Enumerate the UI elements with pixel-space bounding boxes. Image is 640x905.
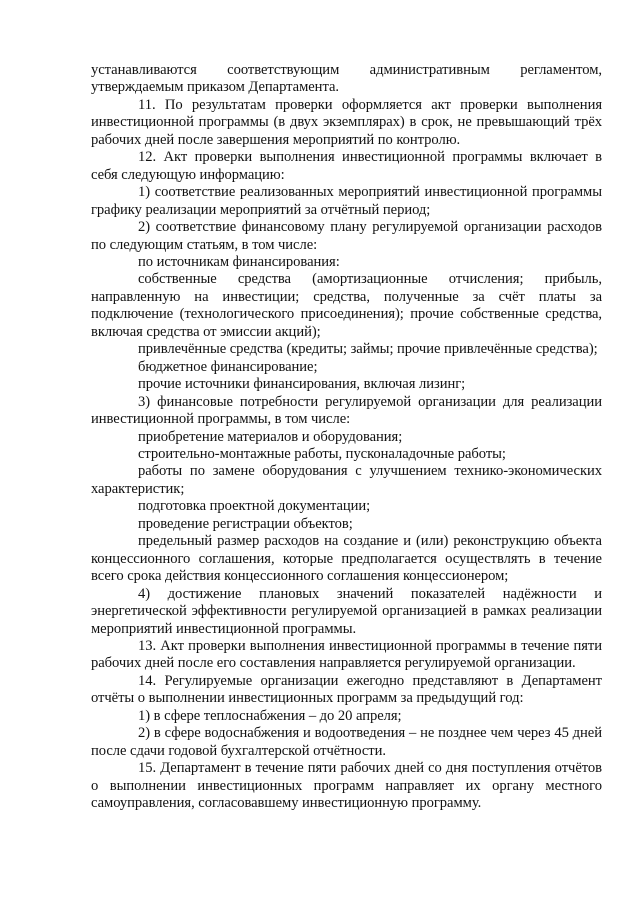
- paragraph-continuation: устанавливаются соответствующим административным регламентом, утверждаемым приказом Департамента.: [91, 62, 602, 96]
- paragraph-12-item-3: 3) финансовые потребности регулируемой организации для реализации инвестиционной программы, в том числе:: [91, 393, 602, 428]
- paragraph-14-item-1: 1) в сфере теплоснабжения – до 20 апреля;: [138, 707, 402, 724]
- paragraph-15: 15. Департамент в течение пяти рабочих дней со дня поступления отчётов о выполнении инвестиционных программ направляет их органу местного самоуправления, согласовавшему инвестиционную программу.: [91, 760, 602, 812]
- equipment-replacement-item: работы по замене оборудования с улучшением технико-экономических характеристик;: [91, 463, 602, 497]
- concession-expenses-item: предельный размер расходов на создание и (или) реконструкцию объекта концессионного соглашения, которые предполагается осуществлять в течение всего срока действия концессионного соглашения концессионером;: [91, 533, 602, 585]
- object-registration-item: проведение регистрации объектов;: [138, 515, 353, 532]
- paragraph-13: 13. Акт проверки выполнения инвестиционной программы в течение пяти рабочих дней после его составления направляется регулируемой организации.: [91, 637, 602, 672]
- paragraph-12-item-2: 2) соответствие финансовому плану регулируемой организации расходов по следующим статьям, в том числе:: [91, 219, 602, 253]
- paragraph-12-item-4: 4) достижение плановых значений показателей надёжности и энергетической эффективности регулируемой организацией в рамках реализации мероприятий инвестиционной программы.: [91, 585, 602, 637]
- own-funds-item: собственные средства (амортизационные отчисления; прибыль, направленную на инвестиции; средства, полученные за счёт платы за подключение (технологического присоединения); прочие собственные средства, включая средства от эмиссии акций);: [91, 271, 602, 340]
- construction-works-item: строительно-монтажные работы, пусконаладочные работы;: [138, 445, 506, 462]
- document-page: [91, 62, 602, 812]
- materials-item: приобретение материалов и оборудования;: [138, 428, 403, 445]
- paragraph-12-item-1: 1) соответствие реализованных мероприятий инвестиционной программы графику реализации мероприятий за отчётный период;: [91, 184, 602, 218]
- funding-sources-heading: по источникам финансирования:: [138, 253, 340, 270]
- paragraph-14: 14. Регулируемые организации ежегодно представляют в Департамент отчёты о выполнении инвестиционных программ за предыдущий год:: [91, 672, 602, 707]
- project-documentation-item: подготовка проектной документации;: [138, 498, 371, 515]
- borrowed-funds-item: привлечённые средства (кредиты; займы; прочие привлечённые средства);: [138, 341, 598, 358]
- paragraph-14-item-2: 2) в сфере водоснабжения и водоотведения – не позднее чем через 45 дней после сдачи годовой бухгалтерской отчётности.: [91, 725, 602, 759]
- paragraph-11: 11. По результатам проверки оформляется акт проверки выполнения инвестиционной программы (в двух экземплярах) в срок, не превышающий трёх рабочих дней после завершения мероприятий по контролю.: [91, 96, 602, 148]
- other-sources-item: прочие источники финансирования, включая лизинг;: [138, 376, 466, 393]
- budget-funding-item: бюджетное финансирование;: [138, 358, 318, 375]
- paragraph-12: 12. Акт проверки выполнения инвестиционной программы включает в себя следующую информацию:: [91, 149, 602, 183]
